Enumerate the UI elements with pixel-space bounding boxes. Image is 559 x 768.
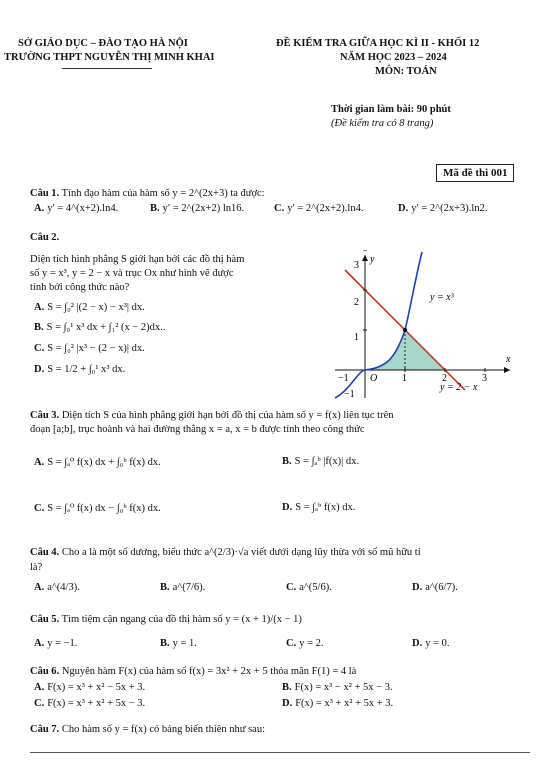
exam-code-box: Mã đề thi 001 <box>436 164 514 182</box>
q1-label: Câu 1. <box>30 188 60 199</box>
q3-option-a[interactable]: A. S = ∫ₐ⁰ f(x) dx + ∫₀ᵇ f(x) dx. <box>34 457 161 468</box>
q3-text-line2: đoạn [a;b], trục hoành và hai đường thẳng x = a, x = b được tính theo công thức <box>30 424 365 435</box>
q4-option-b[interactable]: B. a^(7/6). <box>160 582 206 593</box>
q3-option-b[interactable]: B. S = ∫ₐᵇ |f(x)| dx. <box>282 456 359 467</box>
q3-option-c[interactable]: C. S = ∫ₐ⁰ f(x) dx − ∫₀ᵇ f(x) dx. <box>34 503 161 514</box>
tick-x-3: 3 <box>482 373 487 384</box>
exam-time: Thời gian làm bài: 90 phút <box>331 104 451 115</box>
q4-option-a[interactable]: A. a^(4/3). <box>34 582 80 593</box>
q1-option-b[interactable]: B. y′ = 2^(2x+2) ln16. <box>150 203 245 214</box>
q4-option-c[interactable]: C. a^(5/6). <box>286 582 332 593</box>
y-axis-arrow-icon <box>362 255 368 261</box>
tick-y-3: 3 <box>354 260 359 271</box>
q5-option-d[interactable]: D. y = 0. <box>412 638 450 649</box>
q4-label: Câu 4. <box>30 547 60 558</box>
q6-label: Câu 6. <box>30 666 60 677</box>
curve-label: y = x³ <box>430 292 454 303</box>
q2-option-c[interactable]: C. S = ∫₀² |x³ − (2 − x)| dx. <box>34 343 145 354</box>
intersection-point <box>403 328 407 332</box>
header-school-year: NĂM HỌC 2023 – 2024 <box>340 52 447 63</box>
tick-x-1: 1 <box>402 373 407 384</box>
q2-text-line2: số y = x³, y = 2 − x và trục Ox như hình vẽ được <box>30 268 234 279</box>
header-subject: MÔN: TOÁN <box>375 66 437 77</box>
header-department: SỞ GIÁO DỤC – ĐÀO TẠO HÀ NỘI <box>18 38 188 49</box>
x-axis-arrow-icon <box>504 367 510 373</box>
q2-option-b[interactable]: B. S = ∫₀¹ x³ dx + ∫₁² (x − 2)dx.. <box>34 322 166 333</box>
q6-option-c[interactable]: C. F(x) = x³ + x² + 5x − 3. <box>34 698 146 709</box>
exam-pages: (Đề kiểm tra có 8 trang) <box>331 118 434 129</box>
footer-divider <box>30 752 530 753</box>
line-label: y = 2 − x <box>440 382 478 393</box>
tick-x-neg1: −1 <box>338 373 349 384</box>
q4-option-d[interactable]: D. a^(6/7). <box>412 582 458 593</box>
q2-label: Câu 2. <box>30 232 60 243</box>
q5-option-c[interactable]: C. y = 2. <box>286 638 324 649</box>
q1-text: Tính đạo hàm của hàm số y = 2^(2x+3) ta được: <box>61 188 265 199</box>
header-exam-title: ĐỀ KIỂM TRA GIỮA HỌC KÌ II - KHỐI 12 <box>276 38 480 49</box>
q5-label: Câu 5. <box>30 614 60 625</box>
q3-label: Câu 3. <box>30 410 60 421</box>
q6-option-b[interactable]: B. F(x) = x³ − x² + 5x − 3. <box>282 682 393 693</box>
q2-graph <box>330 250 520 400</box>
tick-y-neg1: −1 <box>344 389 355 400</box>
q7-text: Cho hàm số y = f(x) có bảng biến thiên như sau: <box>61 724 266 735</box>
q1-option-a[interactable]: A. y′ = 4^(x+2).ln4. <box>34 203 119 214</box>
q2-text-line3: tính bởi công thức nào? <box>30 282 130 293</box>
q2-option-a[interactable]: A. S = ∫₀² |(2 − x) − x³| dx. <box>34 302 145 313</box>
q6-option-a[interactable]: A. F(x) = x³ + x² − 5x + 3. <box>34 682 146 693</box>
q3-option-d[interactable]: D. S = ∫ₐᵇ f(x) dx. <box>282 502 356 513</box>
q3-text-line1: Diện tích S của hình phẳng giới hạn bởi đồ thị của hàm số y = f(x) liên tục trên <box>61 410 394 421</box>
tick-y-2: 2 <box>354 297 359 308</box>
q5-text: Tìm tiệm cận ngang của đồ thị hàm số y = (x + 1)/(x − 1) <box>61 614 302 625</box>
q4-stem-line1 <box>30 547 421 558</box>
q7-label: Câu 7. <box>30 724 60 735</box>
x-axis-label: x <box>506 354 511 365</box>
q7-stem <box>30 724 265 735</box>
q6-text: Nguyên hàm F(x) của hàm số f(x) = 3x² + 2x + 5 thỏa mãn F(1) = 4 là <box>61 666 357 677</box>
origin-label: O <box>370 373 378 384</box>
q1-stem <box>30 188 265 199</box>
q6-option-d[interactable]: D. F(x) = x³ + x² + 5x + 3. <box>282 698 394 709</box>
q5-option-b[interactable]: B. y = 1. <box>160 638 197 649</box>
q2-option-d[interactable]: D. S = 1/2 + ∫₀¹ x³ dx. <box>34 364 126 375</box>
tick-x-2: 2 <box>442 373 447 384</box>
header-divider-left <box>62 68 152 69</box>
tick-y-1: 1 <box>354 332 359 343</box>
q2-text-line1: Diện tích hình phẳng S giới hạn bởi các đồ thị hàm <box>30 254 245 265</box>
q1-option-d[interactable]: D. y′ = 2^(2x+3).ln2. <box>398 203 488 214</box>
q1-option-c[interactable]: C. y′ = 2^(2x+2).ln4. <box>274 203 364 214</box>
q4-text-line2: là? <box>30 562 43 573</box>
y-axis-label: y <box>370 254 375 265</box>
q4-text-line1: Cho a là một số dương, biểu thức a^(2/3)·√a viết dưới dạng lũy thừa với số mũ hữu tỉ <box>61 547 421 558</box>
header-school: TRƯỜNG THPT NGUYỄN THỊ MINH KHAI <box>4 52 215 63</box>
q3-stem-line1 <box>30 410 393 421</box>
q5-stem <box>30 614 302 625</box>
q5-option-a[interactable]: A. y = −1. <box>34 638 78 649</box>
q6-stem <box>30 666 356 677</box>
